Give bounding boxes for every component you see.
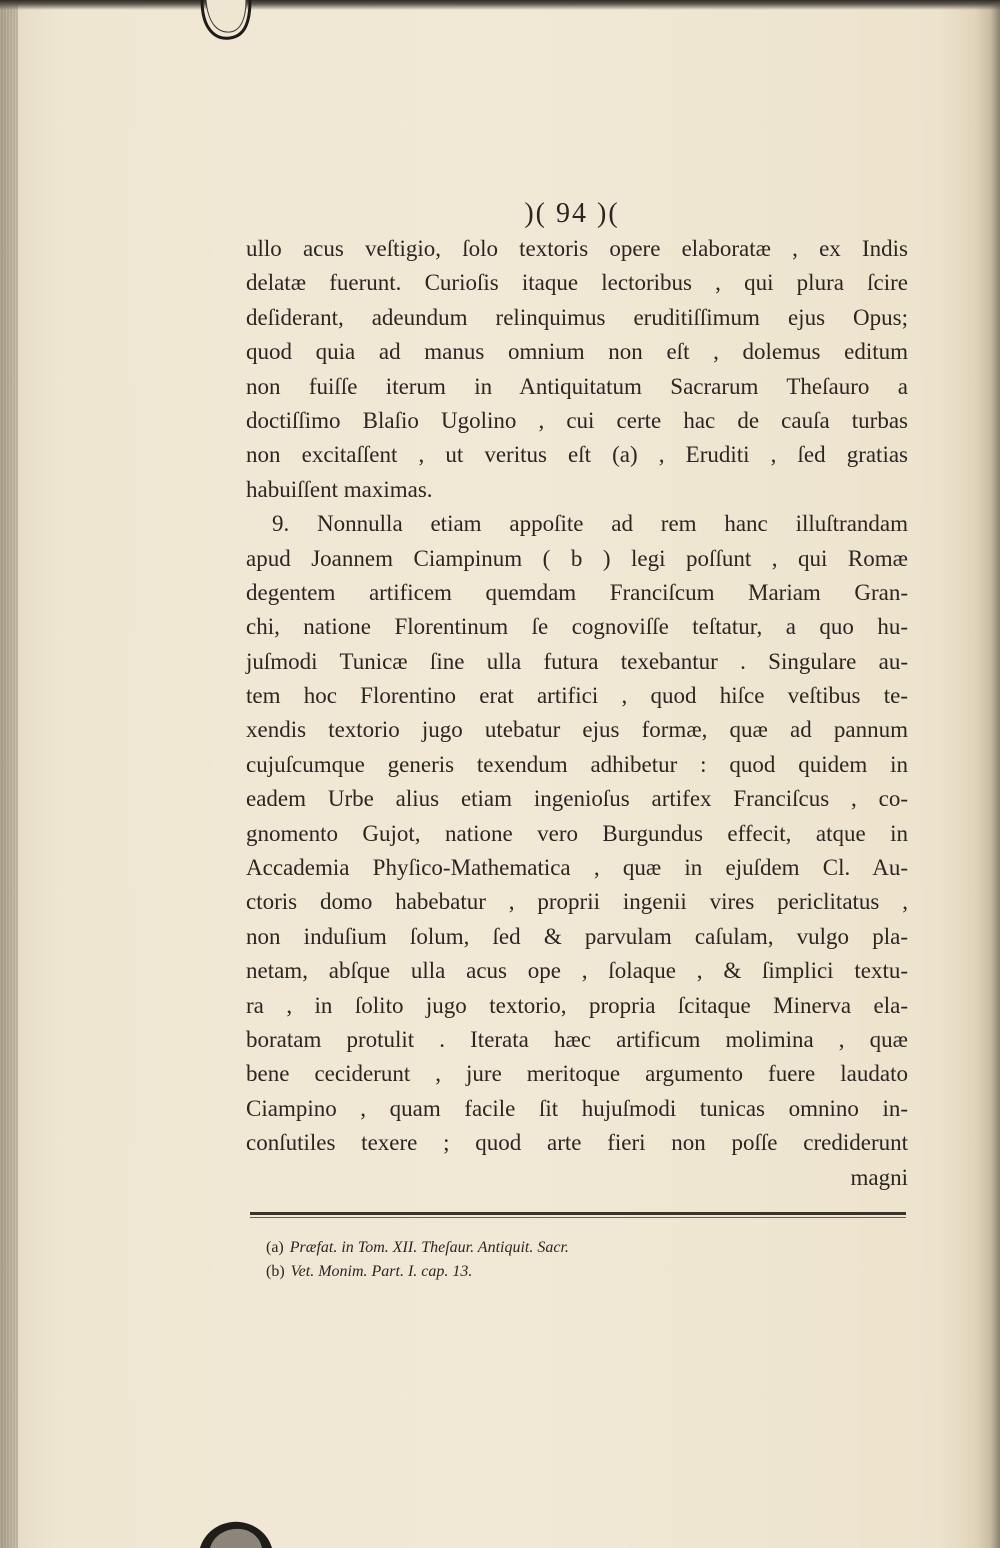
text-line: boratam protulit . Iterata hæc artificum molimina , quæ <box>246 1026 908 1052</box>
footnote-mark: (b) <box>266 1263 285 1280</box>
text-line: xendis textorio jugo utebatur ejus formæ, quæ ad pannum <box>246 717 908 743</box>
text-line: tem hoc Florentino erat artifici , quod hiſce veſtibus te- <box>246 683 908 709</box>
text-line: non excitaſſent , ut veritus eſt (a) , Eruditi , ſed gratias <box>246 442 908 468</box>
text-line: bene ceciderunt , jure meritoque argumento fuere laudato <box>246 1061 908 1087</box>
text-line: deſiderant, adeundum relinquimus eruditiſſimum ejus Opus; <box>246 304 908 330</box>
paragraph-start-line: 9. Nonnulla etiam appoſite ad rem hanc illuſtrandam <box>272 511 908 537</box>
text-line: juſmodi Tunicæ ſine ulla futura texebantur . Singulare au- <box>246 648 908 674</box>
page-number-header: )( 94 )( <box>524 198 620 229</box>
footnote-rule <box>250 1212 906 1215</box>
main-text-block <box>246 232 908 1195</box>
text-line: conſutiles texere ; quod arte fieri non poſſe crediderunt <box>246 1130 908 1156</box>
text-line: degentem artificem quemdam Franciſcum Mariam Gran- <box>246 579 908 605</box>
footnotes-block <box>266 1236 906 1284</box>
text-line: apud Joannem Ciampinum ( b ) legi poſſunt , qui Romæ <box>246 545 908 571</box>
text-line: ra , in ſolito jugo textorio, propria ſcitaque Minerva ela- <box>246 992 908 1018</box>
text-line: non induſium ſolum, ſed & parvulam caſulam, vulgo pla- <box>246 923 908 949</box>
text-line: quod quia ad manus omnium non eſt , dolemus editum <box>246 339 908 365</box>
text-line: non fuiſſe iterum in Antiquitatum Sacrarum Theſauro a <box>246 373 908 399</box>
page-top-edge <box>0 0 1000 10</box>
clip-top-icon <box>196 0 256 42</box>
text-line: netam, abſque ulla acus ope , ſolaque , & ſimplici textu- <box>246 958 908 984</box>
text-line: doctiſſimo Blaſio Ugolino , cui certe hac de cauſa turbas <box>246 407 908 433</box>
text-line: Ciampino , quam facile ſit hujuſmodi tunicas omnino in- <box>246 1095 908 1121</box>
footnote-a <box>266 1236 906 1260</box>
footnote-mark: (a) <box>266 1239 284 1256</box>
text-line: Accademia Phyſico-Mathematica , quæ in ejuſdem Cl. Au- <box>246 855 908 881</box>
text-line: eadem Urbe alius etiam ingenioſus artifex Franciſcus , co- <box>246 786 908 812</box>
text-line: ctoris domo habebatur , proprii ingenii vires periclitatus , <box>246 889 908 915</box>
footnote-text: Præfat. in Tom. XII. Theſaur. Antiquit. Sacr. <box>289 1239 569 1256</box>
text-line: habuiſſent maximas. <box>246 476 433 502</box>
clip-bottom-icon <box>196 1518 276 1548</box>
footnote-rule-thin <box>250 1217 906 1218</box>
text-line: ullo acus veſtigio, ſolo textoris opere elaboratæ , ex Indis <box>246 236 908 261</box>
text-line: chi, natione Florentinum ſe cognoviſſe teſtatur, a quo hu- <box>246 614 908 640</box>
footnote-text: Vet. Monim. Part. I. cap. 13. <box>290 1263 473 1280</box>
catchword: magni <box>850 1164 908 1190</box>
text-line: gnomento Gujot, natione vero Burgundus effecit, atque in <box>246 820 908 846</box>
page-binding-edge <box>0 0 18 1548</box>
footnote-b <box>266 1260 906 1284</box>
text-line: cujuſcumque generis texendum adhibetur : quod quidem in <box>246 751 908 777</box>
text-line: delatæ fuerunt. Curioſis itaque lectoribus , qui plura ſcire <box>246 270 908 296</box>
